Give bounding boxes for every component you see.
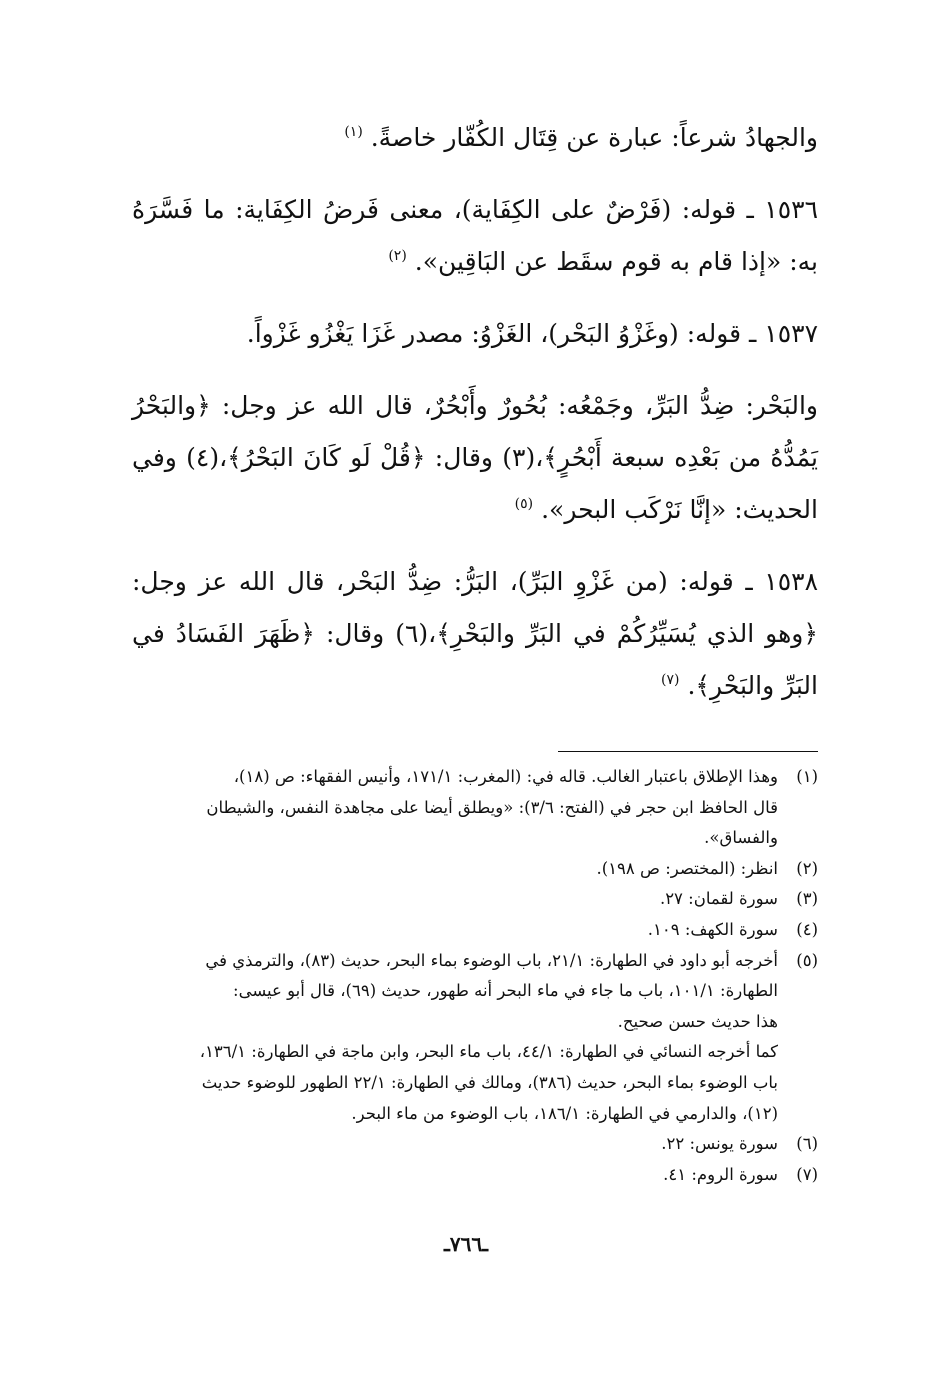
- footnote-body: [132, 915, 778, 946]
- footnote-line: سورة الكهف: ١٠٩.: [647, 919, 778, 939]
- footnote-number: (٣): [796, 889, 818, 909]
- footnote-number: (٦): [796, 1134, 818, 1154]
- footnote-line: كما أخرجه النسائي في الطهارة: ٤٤/١، باب ماء البحر، وابن ماجة في الطهارة: ١٣٦/١،: [199, 1042, 778, 1062]
- paragraph-1537: [132, 308, 818, 364]
- footnote-item: [132, 946, 818, 1130]
- footnote-reference: (١): [344, 124, 363, 140]
- paragraph-text: والجهادُ شرعاً: عبارة عن قِتَال الكُفّار خاصةً.: [370, 123, 818, 152]
- footnote-body: [132, 946, 778, 1130]
- footnote-body: [132, 1129, 778, 1160]
- footnote-item: [132, 854, 818, 885]
- footnote-line: وهذا الإطلاق باعتبار الغالب. قاله في: (المغرب: ١٧١/١، وأنيس الفقهاء: ص (١٨)،: [233, 767, 778, 786]
- paragraph-text: ١٥٣٦ ـ قوله: (فَرْضٌ على الكِفَاية)، معنى فَرضُ الكِفَاية: ما فَسَّرَهُ به: «إذا قام به قوم سقَط عن البَاقِين».: [132, 195, 818, 276]
- footnote-reference: (٧): [661, 672, 680, 688]
- footnote-line: هذا حديث حسن صحيح.: [617, 1011, 778, 1031]
- footnote-body: [132, 884, 778, 915]
- paragraph-1536: [132, 184, 818, 292]
- footnote-line: الطهارة: ١٠١/١، باب ما جاء في ماء البحر أنه طهور، حديث (٦٩)، قال أبو عيسى:: [233, 981, 778, 1001]
- paragraph-1538: [132, 556, 818, 716]
- footnote-reference: (٥): [514, 496, 534, 512]
- footnote-body: [132, 854, 778, 885]
- footnotes-section: [132, 762, 818, 1190]
- footnote-number: (١): [796, 767, 818, 786]
- footnote-line: أخرجه أبو داود في الطهارة: ٢١/١، باب الوضوء بماء البحر، حديث (٨٣)، والترمذي في: [205, 950, 778, 970]
- footnote-item: [132, 915, 818, 946]
- footnote-number: (٢): [796, 858, 818, 878]
- footnote-number: (٧): [796, 1164, 818, 1184]
- footnote-line: والفساق».: [704, 828, 778, 848]
- paragraph-text: ١٥٣٧ ـ قوله: (وغَزْوُ البَحْر)، الغَزْوُ: مصدر غَزَا يَغْزُو غَزْواً.: [246, 319, 818, 348]
- paragraph-text: ١٥٣٨ ـ قوله: (من غَزْوِ البَرِّ)، البَرُّ: ضِدُّ البَحْر، قال الله عز وجل: ﴿وهو الذي يُسَيِّرُكُمْ في البَرِّ والبَحْرِ﴾،(٦) وقال: ﴿ظَهَرَ الفَسَادُ في البَرِّ والبَحْرِ﴾.: [132, 567, 819, 700]
- footnote-divider: [558, 751, 818, 752]
- footnote-line: سورة لقمان: ٢٧.: [659, 889, 778, 909]
- footnote-line: انظر: (المختصر: ص ١٩٨).: [596, 858, 778, 878]
- footnote-line: باب الوضوء بماء البحر، حديث (٣٨٦)، ومالك في الطهارة: ٢٢/١ الطهور للوضوء حديث: [201, 1072, 778, 1092]
- paragraph-text: والبَحْر: ضِدُّ البَرِّ، وجَمْعُه: بُحُورٌ وأَبْحُرٌ، قال الله عز وجل: ﴿والبَحْرُ يَمُدُّهُ من بَعْدِه سبعة أَبْحُرٍ﴾،(٣) وقال: ﴿قُلْ لَو كَانَ البَحْرُ﴾،(٤) وفي الحديث: «إنَّا نَرْكَب البحر».: [132, 391, 819, 524]
- paragraph-jihad-definition: [132, 112, 818, 168]
- footnote-line: سورة يونس: ٢٢.: [661, 1134, 778, 1154]
- footnote-item: [132, 762, 818, 854]
- page-number: ـ٧٦٦ـ: [444, 1232, 488, 1256]
- main-text: [132, 112, 818, 732]
- footnote-body: [132, 1160, 778, 1191]
- paragraph-bahr-definition: [132, 380, 818, 540]
- footnote-number: (٤): [796, 919, 818, 939]
- footnote-body: [132, 762, 778, 854]
- footnote-item: [132, 1160, 818, 1191]
- footnote-item: [132, 1129, 818, 1160]
- footnote-line: قال الحافظ ابن حجر في (الفتح: ٣/٦): «ويطلق أيضا على مجاهدة النفس، والشيطان: [206, 797, 778, 817]
- footnote-number: (٥): [796, 950, 818, 970]
- footnote-item: [132, 884, 818, 915]
- footnote-reference: (٢): [388, 248, 407, 264]
- footnote-line: سورة الروم: ٤١.: [663, 1164, 778, 1184]
- footnote-line: (١٢)، والدارمي في الطهارة: ١٨٦/١، باب الوضوء من ماء البحر.: [351, 1103, 778, 1123]
